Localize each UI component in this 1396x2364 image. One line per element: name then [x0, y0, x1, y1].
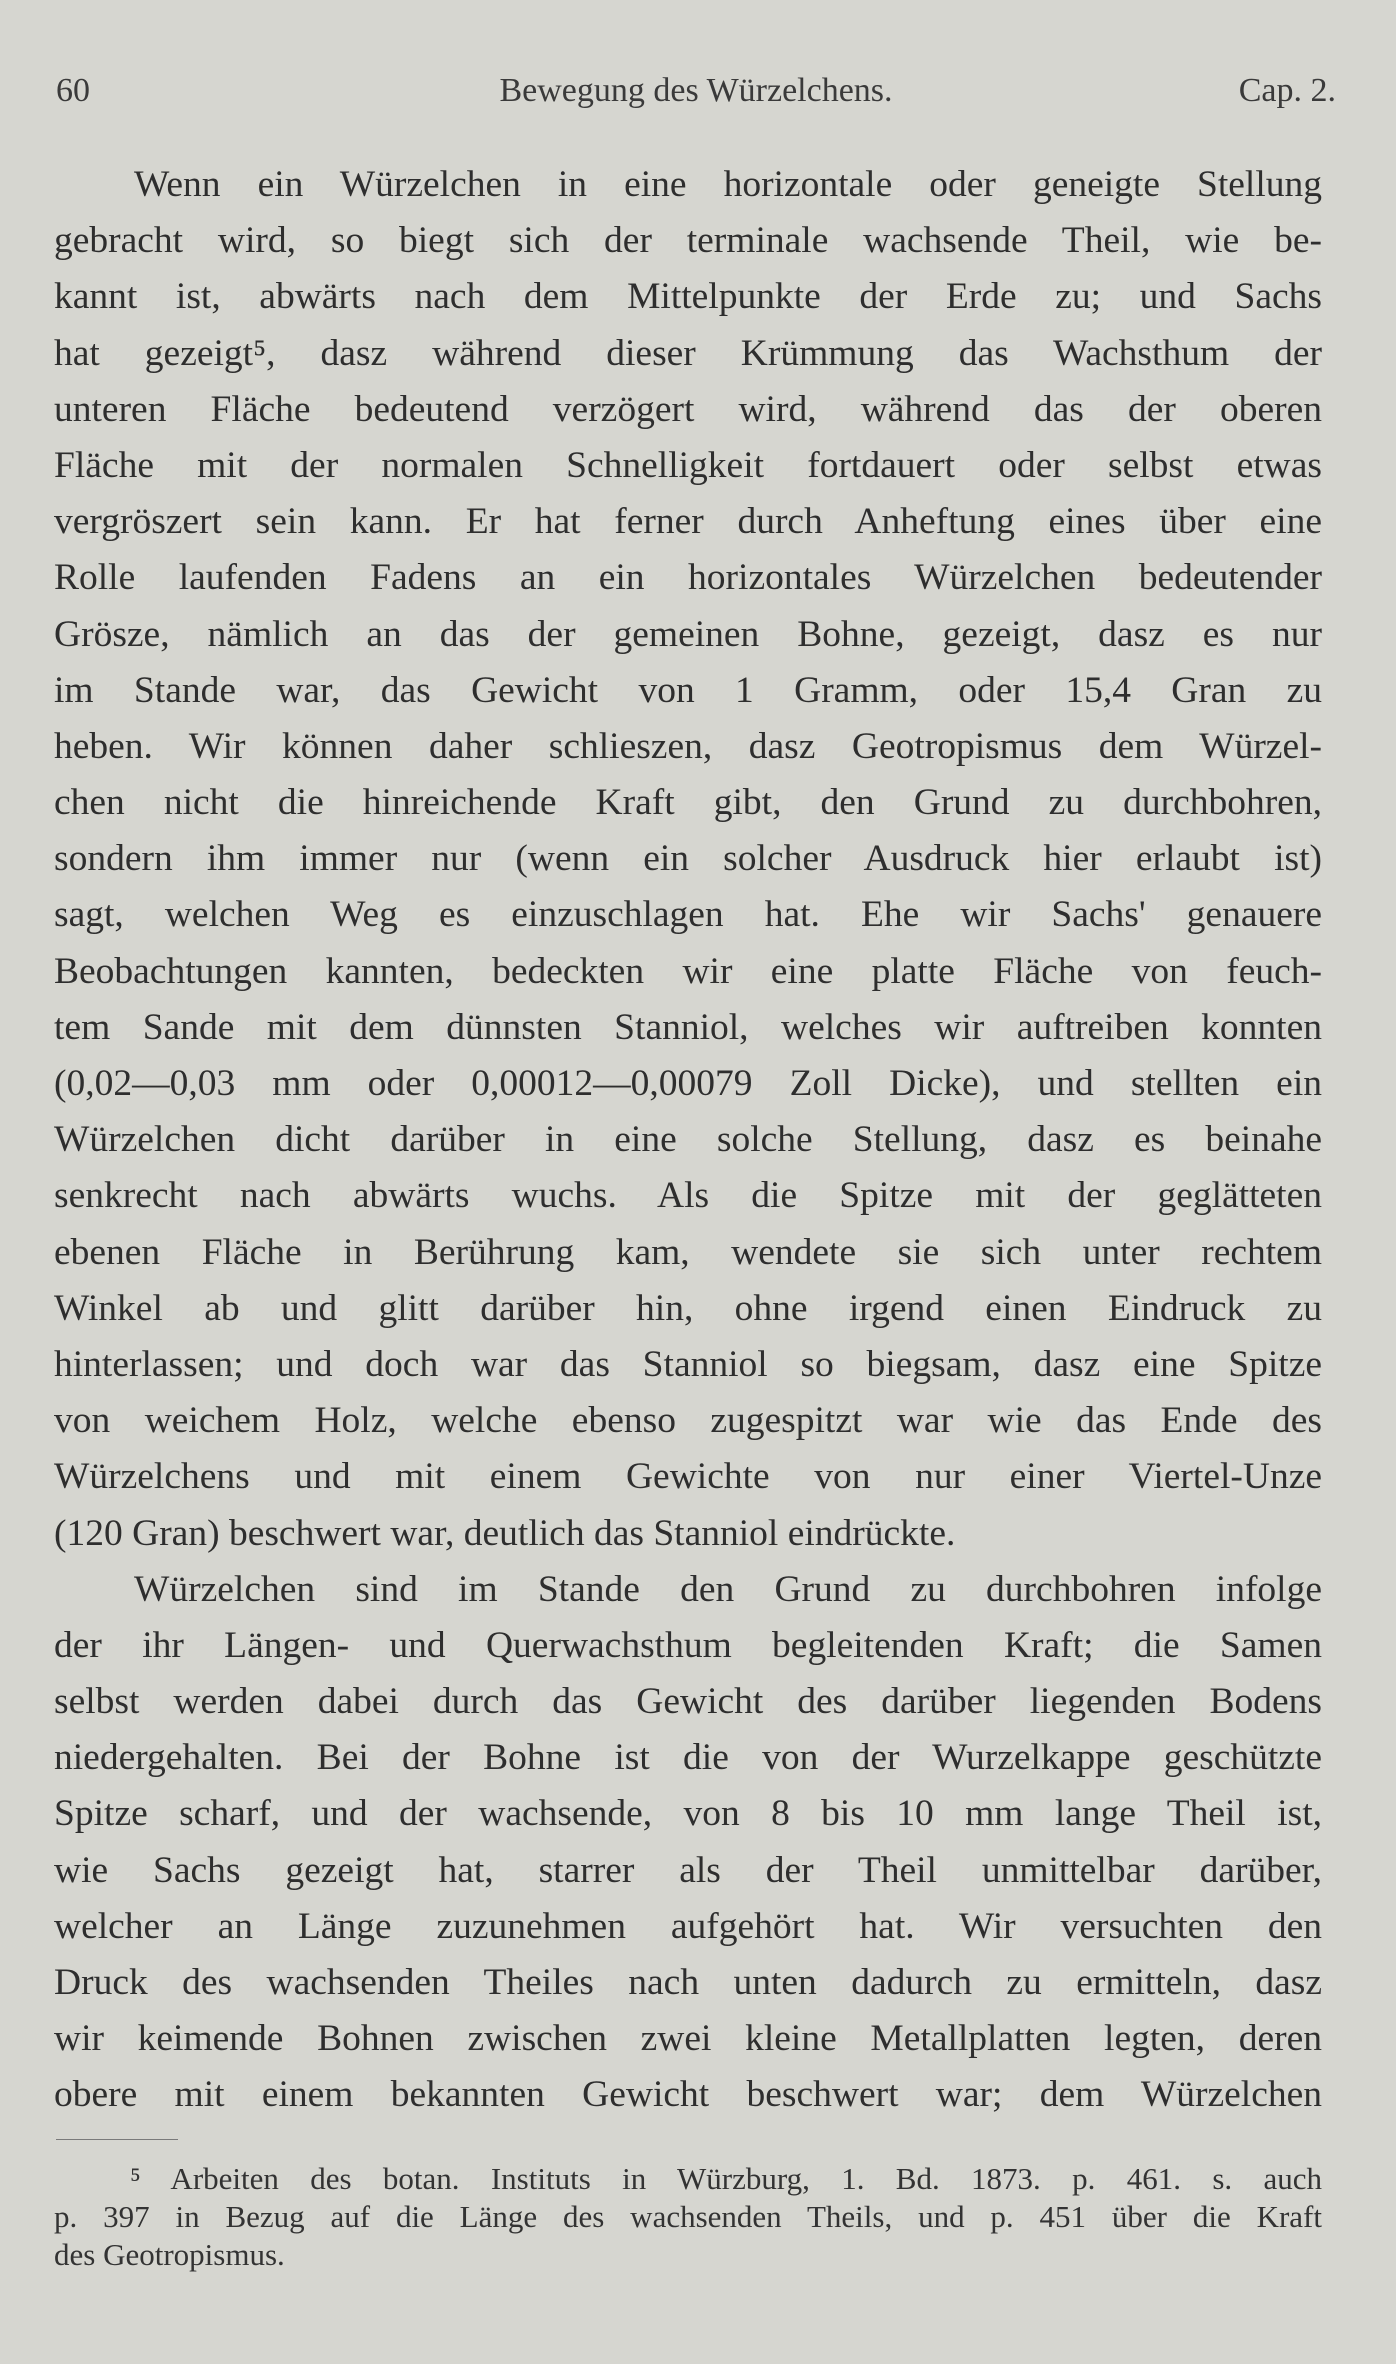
text-line: gebracht wird, so biegt sich der terminale wachsende Theil, wie be-	[54, 220, 1322, 262]
paragraph-1	[54, 157, 1322, 1562]
text-line: Spitze scharf, und der wachsende, von 8 bis 10 mm lange Theil ist,	[54, 1793, 1322, 1835]
footnote	[54, 2160, 1322, 2274]
text-line: selbst werden dabei durch das Gewicht des darüber liegenden Bodens	[54, 1681, 1322, 1723]
text-line: Würzelchens und mit einem Gewichte von nur einer Viertel-Unze	[54, 1456, 1322, 1498]
text-line: niedergehalten. Bei der Bohne ist die von der Wurzelkappe geschützte	[54, 1737, 1322, 1779]
text-line: der ihr Längen- und Querwachsthum begleitenden Kraft; die Samen	[54, 1624, 1322, 1666]
text-line: kannt ist, abwärts nach dem Mittelpunkte der Erde zu; und Sachs	[54, 276, 1322, 318]
text-line: sagt, welchen Weg es einzuschlagen hat. Ehe wir Sachs' genauere	[54, 894, 1322, 936]
text-line: tem Sande mit dem dünnsten Stanniol, welches wir auftreiben konnten	[54, 1006, 1322, 1048]
footnote-line: p. 397 in Bezug auf die Länge des wachsenden Theils, und p. 451 über die Kraft	[54, 2199, 1322, 2234]
text-line: Winkel ab und glitt darüber hin, ohne irgend einen Eindruck zu	[54, 1287, 1322, 1329]
page-number: 60	[56, 72, 90, 109]
footnote-line: ⁵ Arbeiten des botan. Instituts in Würzburg, 1. Bd. 1873. p. 461. s. auch	[130, 2161, 1322, 2196]
text-line: unteren Fläche bedeutend verzögert wird, während das der oberen	[54, 388, 1322, 430]
text-line: Wenn ein Würzelchen in eine horizontale oder geneigte Stellung	[134, 164, 1322, 205]
text-line: welcher an Länge zuzunehmen aufgehört hat. Wir versuchten den	[54, 1905, 1322, 1947]
text-line: Grösze, nämlich an das der gemeinen Bohne, gezeigt, dasz es nur	[54, 613, 1322, 655]
text-line: Rolle laufenden Fadens an ein horizontales Würzelchen bedeutender	[54, 557, 1322, 599]
page-header	[56, 72, 1336, 122]
running-title: Bewegung des Würzelchens.	[499, 72, 893, 109]
text-line: obere mit einem bekannten Gewicht beschwert war; dem Würzelchen	[54, 2074, 1322, 2116]
text-line: hinterlassen; und doch war das Stanniol so biegsam, dasz eine Spitze	[54, 1343, 1322, 1385]
body-text	[54, 157, 1322, 2124]
footnote-line: des Geotropismus.	[54, 2237, 285, 2272]
text-line: Würzelchen dicht darüber in eine solche Stellung, dasz es beinahe	[54, 1119, 1322, 1161]
text-line: ebenen Fläche in Berührung kam, wendete sie sich unter rechtem	[54, 1231, 1322, 1273]
text-line: Druck des wachsenden Theiles nach unten dadurch zu ermitteln, dasz	[54, 1962, 1322, 2003]
text-line: wir keimende Bohnen zwischen zwei kleine Metallplatten legten, deren	[54, 2018, 1322, 2060]
text-line: (0,02—0,03 mm oder 0,00012—0,00079 Zoll Dicke), und stellten ein	[54, 1063, 1322, 1104]
text-line: im Stande war, das Gewicht von 1 Gramm, oder 15,4 Gran zu	[54, 669, 1322, 711]
text-line: Fläche mit der normalen Schnelligkeit fortdauert oder selbst etwas	[54, 444, 1322, 486]
text-line: (120 Gran) beschwert war, deutlich das Stanniol eindrückte.	[54, 1512, 956, 1554]
text-line: chen nicht die hinreichende Kraft gibt, den Grund zu durchbohren,	[54, 782, 1322, 824]
text-line: Würzelchen sind im Stande den Grund zu durchbohren infolge	[134, 1568, 1322, 1610]
text-line: senkrecht nach abwärts wuchs. Als die Spitze mit der geglätteten	[54, 1175, 1322, 1217]
text-line: Beobachtungen kannten, bedeckten wir eine platte Fläche von feuch-	[54, 950, 1322, 992]
footnote-divider	[56, 2139, 178, 2140]
paragraph-2	[54, 1562, 1322, 2124]
chapter-label: Cap. 2.	[1238, 72, 1336, 109]
text-line: heben. Wir können daher schlieszen, dasz Geotropismus dem Würzel-	[54, 725, 1322, 767]
text-line: von weichem Holz, welche ebenso zugespitzt war wie das Ende des	[54, 1400, 1322, 1442]
text-line: vergröszert sein kann. Er hat ferner durch Anheftung eines über eine	[54, 501, 1322, 543]
text-line: sondern ihm immer nur (wenn ein solcher Ausdruck hier erlaubt ist)	[54, 838, 1322, 880]
text-line: hat gezeigt⁵, dasz während dieser Krümmung das Wachsthum der	[54, 332, 1322, 374]
text-line: wie Sachs gezeigt hat, starrer als der Theil unmittelbar darüber,	[54, 1849, 1322, 1891]
